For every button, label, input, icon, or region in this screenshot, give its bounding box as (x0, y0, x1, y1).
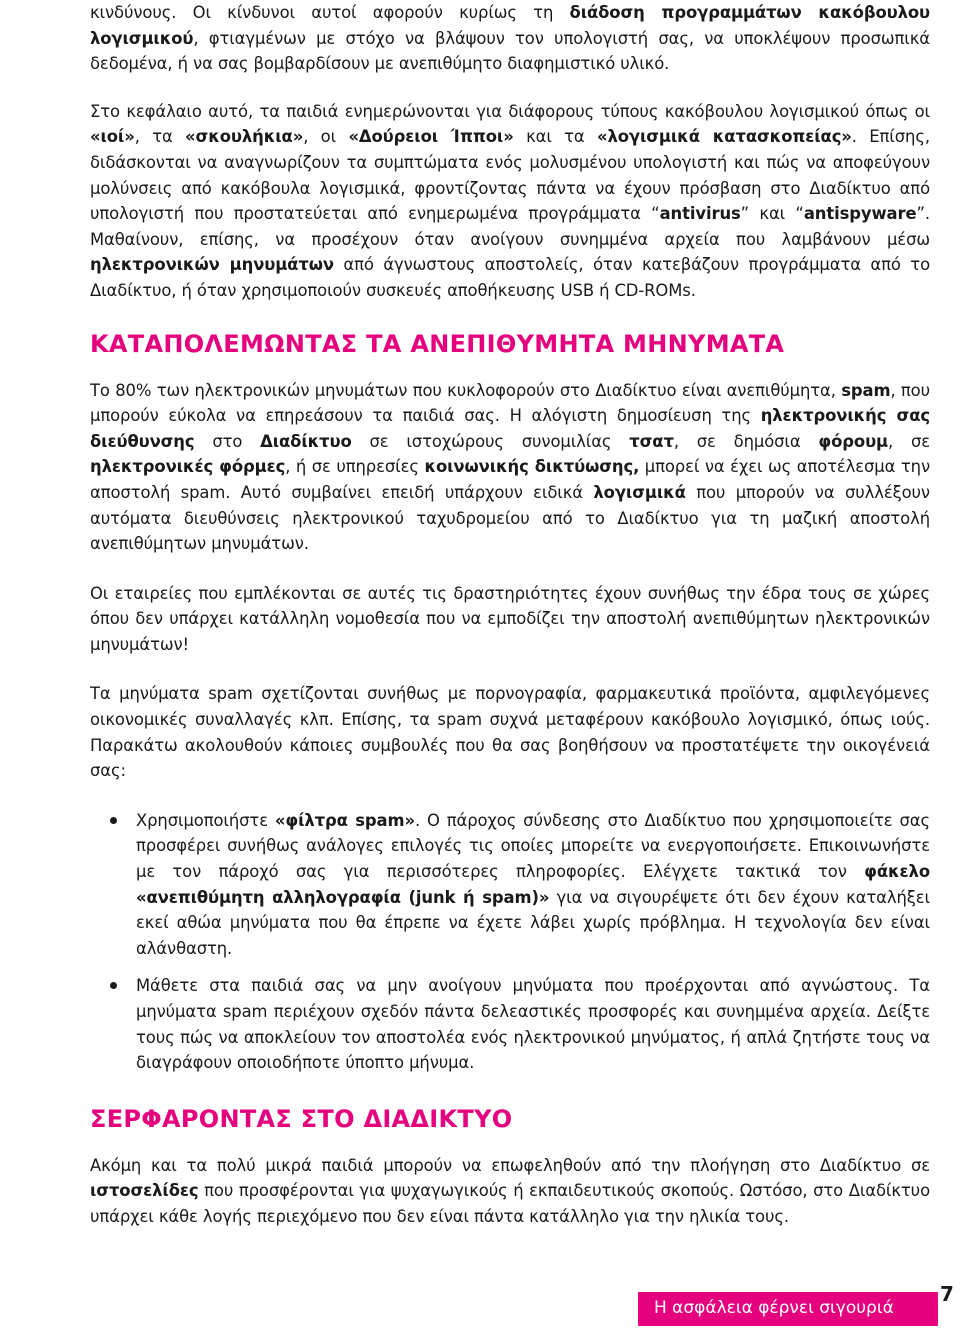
emphasized-text: ιστοσελίδες (90, 1181, 199, 1201)
tips-list (90, 808, 930, 1076)
emphasized-text: «λογισμικά κατασκοπείας» (597, 127, 852, 147)
emphasized-text: διάδοση προγραμμάτων κακόβουλου λογισμικού (90, 3, 930, 48)
emphasized-text: «φίλτρα spam» (274, 810, 415, 830)
bullet-icon (110, 817, 117, 824)
paragraph-spam-content (90, 681, 930, 783)
paragraph-surfing (90, 1153, 930, 1230)
text-run: Χρησιμοποιήστε (136, 810, 275, 830)
emphasized-text: τσατ (629, 431, 674, 451)
text-run: κινδύνους. Οι κίνδυνοι αυτοί αφορούν κυρίως τη (90, 3, 570, 22)
emphasized-text: «σκουλήκια» (185, 127, 304, 147)
text-run: , που μπορούν εύκολα να επηρεάσουν τα παιδιά σας. Η αλόγιστη δημοσίευση της (90, 380, 930, 426)
footer-banner (638, 1292, 938, 1326)
emphasized-text: κοινωνικής δικτύωσης, (424, 457, 640, 477)
text-run: Στο κεφάλαιο αυτό, τα παιδιά ενημερώνονται για διάφορους τύπους κακόβουλου λογισμικού όπως οι (90, 101, 930, 121)
text-run: , φτιαγμένων με στόχο να βλάψουν τον υπολογιστή σας, να υποκλέψουν προσωπικά δεδομένα, ή να σας βομβαρδίσουν με ανεπιθύμητο διαφημιστικό υλικό. (90, 28, 930, 74)
text-run: Ακόμη και τα πολύ μικρά παιδιά μπορούν να επωφεληθούν από την πλοήγηση στο Διαδίκτυο σε (90, 1155, 930, 1175)
bullet-icon (110, 982, 117, 989)
text-run: Μάθετε στα παιδιά σας να μην ανοίγουν μηνύματα που προέρχονται από αγνώστους. Τα μηνύματα spam περιέχουν σχεδόν πάντα δελεαστικές προσφορές και συνημμένα αρχεία. Δείξτε τους πώς να αποκλείουν τον αποστολέα ενός ηλεκτρονικού μηνύματος, ή απλά ζητήστε τους να διαγράφουν οποιοδήποτε ύποπτο μήνυμα. (136, 976, 930, 1073)
page-number: 7 (940, 1282, 954, 1306)
text-run: και τα (513, 127, 597, 147)
emphasized-text: Διαδίκτυο (260, 431, 352, 451)
emphasized-text: ηλεκτρονικών μηνυμάτων (90, 255, 334, 275)
text-run: στο (194, 431, 261, 451)
tip-unknown-senders (136, 973, 930, 1075)
tip-spam-filters (136, 808, 930, 962)
list-item (90, 973, 930, 1075)
text-run: Οι εταιρείες που εμπλέκονται σε αυτές τις δραστηριότητες έχουν συνήθως την έδρα τους σε χώρες όπου δεν υπάρχει κατάλληλη νομοθεσία που να εμποδίζει την αποστολή ανεπιθύμητων ηλεκτρονικών μηνυμάτων! (90, 583, 930, 654)
page-content (90, 0, 930, 1230)
text-run: σε ιστοχώρους συνομιλίας (351, 431, 630, 451)
heading-spam: ΚΑΤΑΠΟΛΕΜΩΝΤΑΣ ΤΑ ΑΝΕΠΙΘΥΜΗΤΑ ΜΗΝΥΜΑΤΑ (90, 329, 785, 358)
paragraph-malware (90, 99, 930, 304)
paragraph-spam-stats (90, 378, 930, 557)
text-run: . Ο πάροχος σύνδεσης στο Διαδίκτυο που χρησιμοποιείτε σας προσφέρει συνήθως ανάλογες επιλογές τις οποίες μπορείτε να ενεργοποιήσετε. Επικοινωνήστε με τον πάροχό σας για περισσότερες πληροφορίες. Ελέγχετε τακτικά τον (136, 810, 930, 882)
footer-tagline: Η ασφάλεια φέρνει σιγουριά (654, 1298, 894, 1318)
text-run: ”. Μαθαίνουν, επίσης, να προσέχουν όταν ανοίγουν συνημμένα αρχεία που λαμβάνουν μέσω (90, 204, 930, 249)
emphasized-text: antivirus (659, 204, 741, 224)
text-run: από άγνωστους αποστολείς, όταν κατεβάζουν προγράμματα από το Διαδίκτυο, ή όταν χρησιμοποιούν συσκευές αποθήκευσης USB ή CD-ROMs. (90, 255, 931, 300)
text-run: ” και “ (740, 204, 804, 224)
emphasized-text: φάκελο «ανεπιθύμητη αλληλογραφία (junk ή spam)» (136, 862, 930, 907)
emphasized-text: «ιοί» (90, 127, 135, 147)
text-run: μπορεί να έχει ως αποτέλεσμα την αποστολή spam. Αυτό συμβαίνει επειδή υπάρχουν ειδικά (90, 457, 931, 502)
text-run: που προσφέρονται για ψυχαγωγικούς ή εκπαιδευτικούς σκοπούς. Ωστόσο, στο Διαδίκτυο υπάρχει κάθε λογής περιεχόμενο που δεν είναι πάντα κατάλληλο για την ηλικία τους. (90, 1181, 930, 1226)
emphasized-text: spam (841, 380, 891, 400)
emphasized-text: antispyware (803, 204, 917, 224)
text-run: , σε δημόσια (673, 431, 819, 451)
text-run: που μπορούν να συλλέξουν αυτόματα διευθύνσεις ηλεκτρονικού ταχυδρομείου από το Διαδίκτυο για τη μαζική αποστολή ανεπιθύμητων μηνυμάτων. (90, 482, 930, 554)
paragraph-spam-companies (90, 581, 930, 658)
emphasized-text: ηλεκτρονικές φόρμες (90, 457, 286, 477)
text-run: . Επίσης, διδάσκονται να αναγνωρίζουν τα συμπτώματα ενός μολυσμένου υπολογιστή και πώς να αποφεύγουν μολύνσεις από κακόβουλα λογισμικά, φροντίζοντας πάντα να έχουν πρόσβαση στο Διαδίκτυο από υπολογιστή που προστατεύεται από ενημερωμένα προγράμματα “ (90, 127, 930, 224)
text-run: Τα μηνύματα spam σχετίζονται συνήθως με πορνογραφία, φαρμακευτικά προϊόντα, αμφιλεγόμενες οικονομικές συναλλαγές κλπ. Επίσης, τα spam συχνά μεταφέρουν κακόβουλο λογισμικό, όπως ιούς. Παρακάτω ακολουθούν κάποιες συμβουλές που θα σας βοηθήσουν να προστατέψετε την οικογένειά σας: (90, 684, 930, 781)
heading-surfing: ΣΕΡΦΑΡΟΝΤΑΣ ΣΤΟ ΔΙΑΔΙΚΤΥΟ (90, 1104, 513, 1133)
emphasized-text: ηλεκτρονικής σας διεύθυνσης (90, 406, 930, 451)
text-run: , τα (134, 127, 186, 147)
emphasized-text: λογισμικά (593, 482, 686, 502)
text-run: Το 80% των ηλεκτρονικών μηνυμάτων που κυκλοφορούν στο Διαδίκτυο είναι ανεπιθύμητα, (90, 380, 842, 400)
text-run: για να σιγουρέψετε ότι δεν έχουν καταλήξει εκεί αθώα μηνύματα που θα έπρεπε να έχετε λάβει χωρίς πρόβλημα. Η τεχνολογία δεν είναι αλάνθαστη. (136, 887, 930, 958)
text-run: , σε (888, 431, 930, 451)
emphasized-text: «Δούρειοι Ίπποι» (348, 127, 514, 147)
text-run: , οι (303, 127, 349, 147)
paragraph-intro-continued (90, 0, 930, 77)
text-run: , ή σε υπηρεσίες (285, 457, 425, 477)
emphasized-text: φόρουμ (818, 431, 888, 451)
list-item (90, 808, 930, 962)
